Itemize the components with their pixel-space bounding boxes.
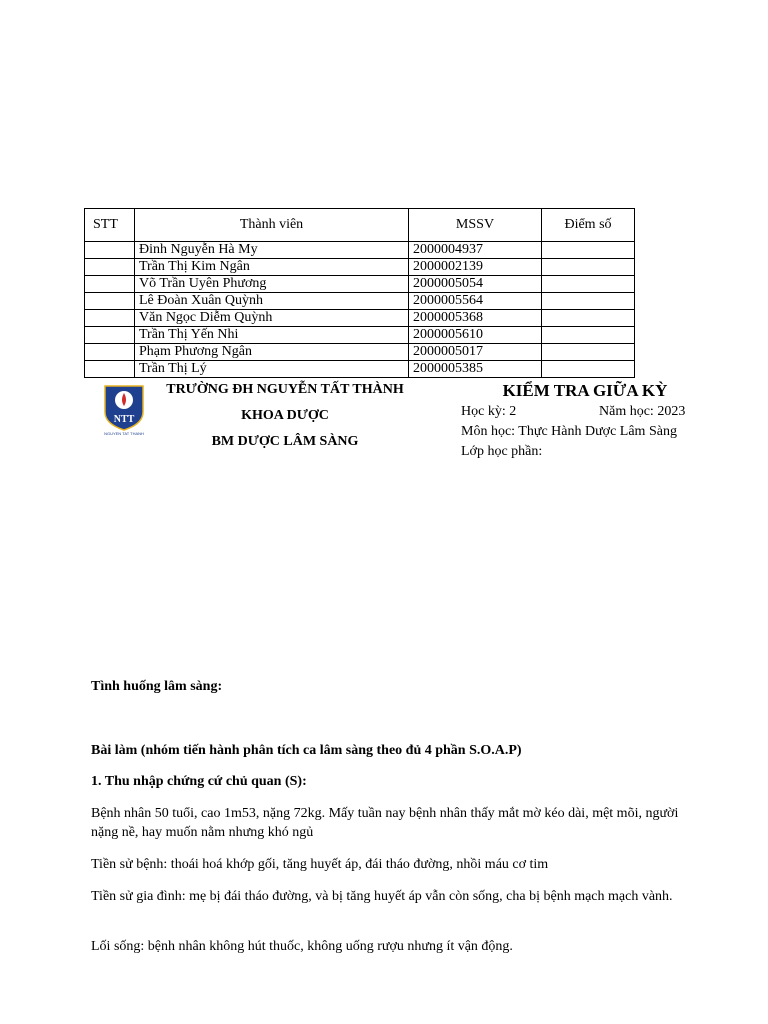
cell-score: [542, 242, 635, 259]
school-block: [150, 380, 420, 458]
table-row: [85, 276, 635, 293]
cell-stt: [85, 242, 135, 259]
cell-mssv: 2000005017: [409, 344, 542, 361]
cell-member-name: Trần Thị Lý: [135, 361, 409, 378]
members-table-header: [85, 209, 635, 242]
case-heading: Tình huống lâm sàng:: [91, 679, 223, 694]
work-heading: Bài làm (nhóm tiến hành phân tích ca lâm sàng theo đủ 4 phần S.O.A.P): [91, 743, 522, 758]
header-stt: STT: [85, 209, 135, 242]
cell-score: [542, 344, 635, 361]
table-row: [85, 259, 635, 276]
cell-stt: [85, 327, 135, 344]
header-score: Điểm số: [542, 209, 635, 242]
cell-member-name: Văn Ngọc Diễm Quỳnh: [135, 310, 409, 327]
cell-mssv: 2000005610: [409, 327, 542, 344]
header-mssv: MSSV: [409, 209, 542, 242]
cell-score: [542, 310, 635, 327]
logo-caption: NGUYEN TAT THANH: [104, 431, 144, 436]
cell-stt: [85, 259, 135, 276]
department-name: BM DƯỢC LÂM SÀNG: [211, 434, 359, 449]
cell-stt: [85, 310, 135, 327]
section1-heading: 1. Thu nhập chứng cứ chủ quan (S):: [91, 774, 307, 789]
cell-stt: [85, 276, 135, 293]
faculty-name: KHOA DƯỢC: [241, 408, 329, 423]
cell-mssv: 2000004937: [409, 242, 542, 259]
table-row: [85, 344, 635, 361]
cell-mssv: 2000005368: [409, 310, 542, 327]
exam-title: KIỂM TRA GIỮA KỲ: [502, 381, 668, 400]
cell-score: [542, 361, 635, 378]
paragraph-family-history: Tiền sử gia đình: mẹ bị đái tháo đường, và bị tăng huyết áp vẫn còn sống, cha bị bệnh mạch mạch vành.: [91, 889, 673, 904]
table-row: [85, 310, 635, 327]
header-member: Thành viên: [135, 209, 409, 242]
semester: Học kỳ: 2: [461, 404, 517, 419]
cell-score: [542, 259, 635, 276]
cell-score: [542, 293, 635, 310]
paragraph-lifestyle: Lối sống: bệnh nhân không hút thuốc, không uống rượu nhưng ít vận động.: [91, 939, 513, 954]
school-name: TRƯỜNG ĐH NGUYỄN TẤT THÀNH: [166, 382, 404, 397]
cell-member-name: Võ Trần Uyên Phương: [135, 276, 409, 293]
paragraph-symptoms: Bệnh nhân 50 tuổi, cao 1m53, nặng 72kg. Mấy tuần nay bệnh nhân thấy mắt mờ kéo dài, mệt mõi, người nặng nề, hay muốn nằm nhưng khó ngủ: [91, 806, 679, 840]
cell-member-name: Đinh Nguyễn Hà My: [135, 242, 409, 259]
cell-member-name: Phạm Phương Ngân: [135, 344, 409, 361]
members-table-body: [85, 242, 635, 378]
cell-stt: [85, 344, 135, 361]
members-table: [84, 208, 635, 378]
semester-row: [461, 402, 721, 422]
school-logo: [99, 382, 149, 436]
cell-mssv: 2000005385: [409, 361, 542, 378]
class-section: Lớp học phần:: [461, 444, 543, 459]
cell-mssv: 2000005054: [409, 276, 542, 293]
table-row: [85, 293, 635, 310]
cell-mssv: 2000002139: [409, 259, 542, 276]
cell-stt: [85, 361, 135, 378]
subject: Môn học: Thực Hành Dược Lâm Sàng: [461, 424, 677, 439]
table-row: [85, 327, 635, 344]
logo-letters: NTT: [113, 414, 135, 425]
table-row: [85, 361, 635, 378]
cell-member-name: Lê Đoàn Xuân Quỳnh: [135, 293, 409, 310]
table-row: [85, 242, 635, 259]
cell-member-name: Trần Thị Kim Ngân: [135, 259, 409, 276]
cell-score: [542, 327, 635, 344]
cell-mssv: 2000005564: [409, 293, 542, 310]
school-year: Năm học: 2023: [599, 404, 686, 419]
exam-info: [461, 380, 721, 462]
cell-score: [542, 276, 635, 293]
paragraph-medical-history: Tiền sử bệnh: thoái hoá khớp gối, tăng huyết áp, đái tháo đường, nhồi máu cơ tim: [91, 857, 549, 872]
cell-stt: [85, 293, 135, 310]
cell-member-name: Trần Thị Yến Nhi: [135, 327, 409, 344]
